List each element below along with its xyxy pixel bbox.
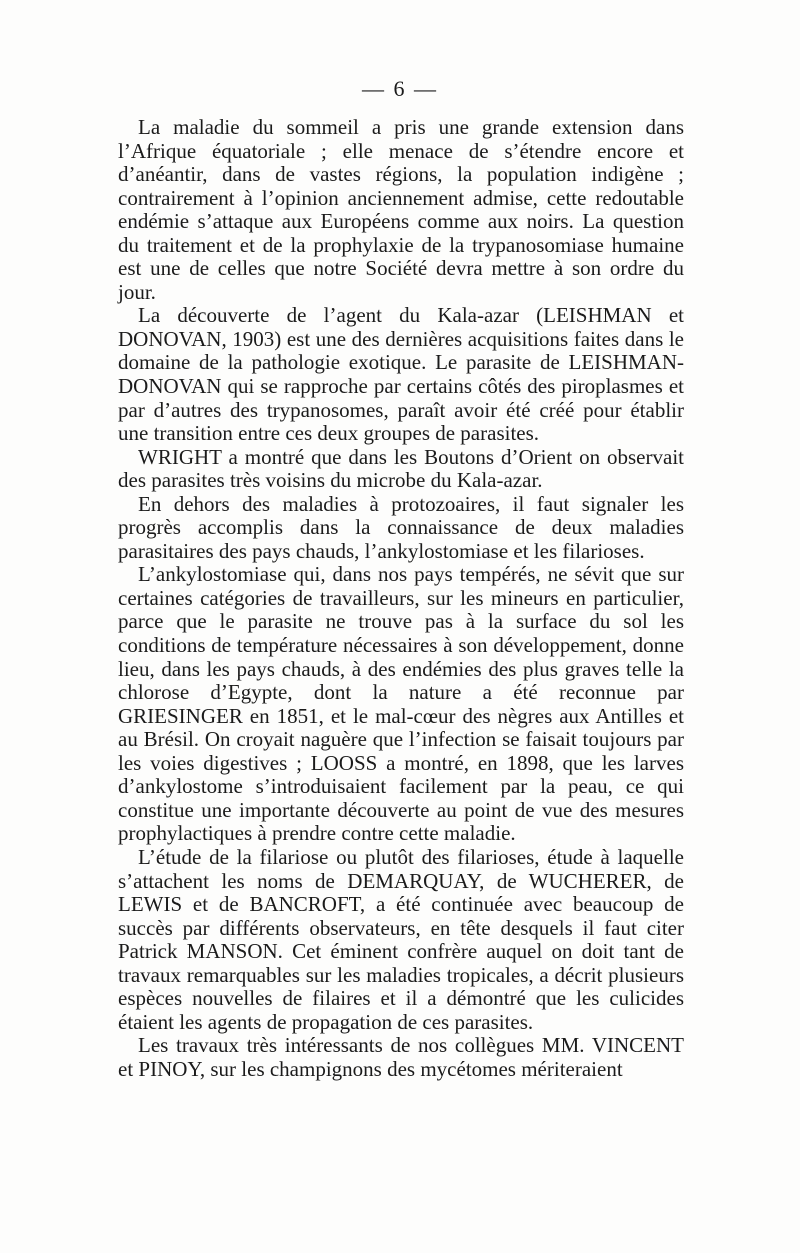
paragraph-kala-azar: La découverte de l’agent du Kala-azar (LEISHMAN et DONOVAN, 1903) est une des dernières acquisitions faites dans le domaine de la pathologie exotique. Le parasite de LEISHMAN-DONOVAN qui se rapproche par certains côtés des piroplasmes et par d’autres des trypanosomes, paraît avoir été créé pour établir une transition entre ces deux groupes de parasites. [118, 303, 684, 446]
page-number: — 6 — [362, 76, 438, 101]
paragraph-mycetomes: Les travaux très intéressants de nos collègues MM. VINCENT et PINOY, sur les champignons des mycétomes mériteraient [118, 1033, 684, 1081]
paragraph-ankylostomiasis: L’ankylostomiase qui, dans nos pays tempérés, ne sévit que sur certaines catégories de travailleurs, sur les mineurs en particulier, parce que le parasite ne trouve pas à la surface du sol les conditions de température nécessaires à son développement, donne lieu, dans les pays chauds, à des endémies des plus graves telle la chlorose d’Egypte, dont la nature a été reconnue par GRIESINGER en 1851, et le mal-cœur des nègres aux Antilles et au Brésil. On croyait naguère que l’infection se faisait toujours par les voies digestives ; LOOSS a montré, en 1898, que les larves d’ankylostome s’introduisaient facilement par la peau, ce qui constitue une importante découverte au point de vue des mesures prophylactiques à prendre contre cette maladie. [118, 562, 684, 846]
paragraph-boutons-orient: WRIGHT a montré que dans les Boutons d’Orient on observait des parasites très voisins du microbe du Kala-azar. [118, 444, 684, 493]
paragraph-parasitic-diseases: En dehors des maladies à protozoaires, il faut signaler les progrès accomplis dans la connaissance de deux maladies parasitaires des pays chauds, l’ankylostomiase et les filarioses. [118, 491, 684, 563]
body-text [118, 116, 684, 1081]
paragraph-filariasis: L’étude de la filariose ou plutôt des filarioses, étude à laquelle s’attachent les noms de DEMARQUAY, de WUCHERER, de LEWIS et de BANCROFT, a été continuée avec beaucoup de succès par différents observateurs, en tête desquels il faut citer Patrick MANSON. Cet éminent confrère auquel on doit tant de travaux remarquables sur les maladies tropicales, a décrit plusieurs espèces nouvelles de filaires et il a démontré que les culicides étaient les agents de propagation de ces parasites. [118, 844, 684, 1034]
paragraph-sleeping-sickness: La maladie du sommeil a pris une grande extension dans l’Afrique équatoriale ; elle menace de s’étendre encore et d’anéantir, dans de vastes régions, la population indigène ; contrairement à l’opinion anciennement admise, cette redoutable endémie s’attaque aux Européens comme aux noirs. La question du traitement et de la prophylaxie de la trypanosomiase humaine est une de celles que notre Société devra mettre à son ordre du jour. [118, 115, 684, 304]
